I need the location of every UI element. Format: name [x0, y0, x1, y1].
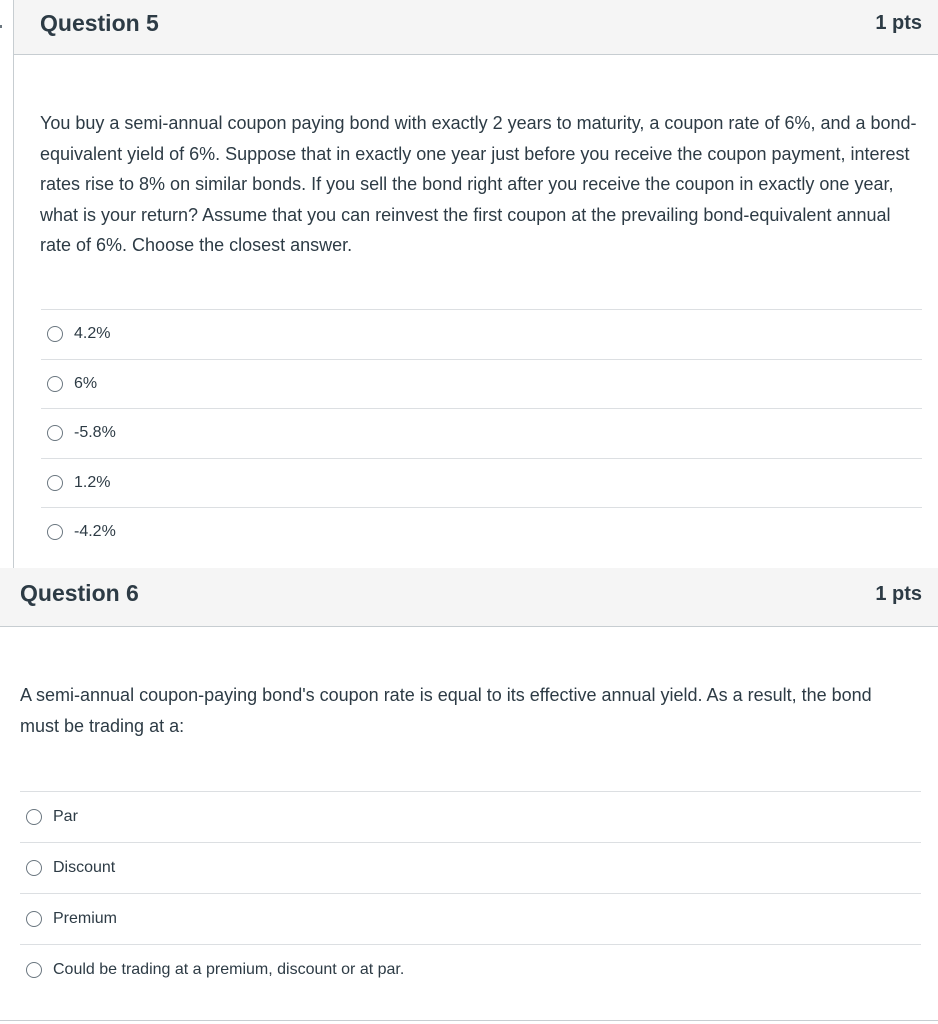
answer-label: 4.2%	[74, 325, 111, 343]
question-text: A semi-annual coupon-paying bond's coupon rate is equal to its effective annual yield. As a result, the bond must be trading at a:	[20, 685, 872, 736]
question-card-6	[0, 568, 938, 1024]
question-title: Question 6	[20, 580, 139, 606]
radio-button-icon[interactable]	[26, 911, 42, 927]
question-header	[0, 568, 938, 627]
answer-option[interactable]	[20, 893, 921, 944]
answer-label: Par	[53, 808, 78, 825]
answer-label: -4.2%	[74, 523, 116, 541]
answer-label: -5.8%	[74, 424, 116, 442]
left-edge-mark	[0, 25, 2, 28]
answer-option[interactable]	[41, 359, 922, 409]
answer-label: 6%	[74, 374, 98, 392]
radio-button-icon[interactable]	[47, 475, 63, 491]
question-points: 1 pts	[875, 583, 922, 605]
answer-label: Could be trading at a premium, discount or at par.	[53, 961, 405, 978]
answer-option[interactable]	[20, 842, 921, 893]
answer-label: 1.2%	[74, 473, 111, 491]
radio-button-icon[interactable]	[26, 809, 42, 825]
answer-list	[20, 791, 921, 995]
answer-option[interactable]	[20, 791, 921, 842]
radio-button-icon[interactable]	[26, 962, 42, 978]
radio-button-icon[interactable]	[26, 860, 42, 876]
card-bottom-divider	[0, 1020, 938, 1021]
answer-option[interactable]	[41, 309, 922, 359]
answer-label: Discount	[53, 859, 116, 876]
answer-list	[41, 309, 922, 557]
radio-button-icon[interactable]	[47, 376, 63, 392]
answer-option[interactable]	[41, 507, 922, 557]
radio-button-icon[interactable]	[47, 524, 63, 540]
radio-button-icon[interactable]	[47, 326, 63, 342]
question-header	[14, 0, 938, 55]
question-card-5	[13, 0, 938, 568]
question-points: 1 pts	[875, 12, 922, 34]
answer-option[interactable]	[41, 408, 922, 458]
question-title: Question 5	[40, 10, 159, 36]
answer-option[interactable]	[20, 944, 921, 995]
answer-label: Premium	[53, 910, 118, 927]
radio-button-icon[interactable]	[47, 425, 63, 441]
answer-option[interactable]	[41, 458, 922, 508]
question-text: You buy a semi-annual coupon paying bond with exactly 2 years to maturity, a coupon rate of 6%, and a bond-equivalent yield of 6%. Suppose that in exactly one year just before you receive the coupon payment, interest rates rise to 8% on similar bonds. If you sell the bond right after you receive the coupon in exactly one year, what is your return? Assume that you can reinvest the first coupon at the prevailing bond-equivalent annual rate of 6%. Choose the closest answer.	[40, 113, 917, 255]
